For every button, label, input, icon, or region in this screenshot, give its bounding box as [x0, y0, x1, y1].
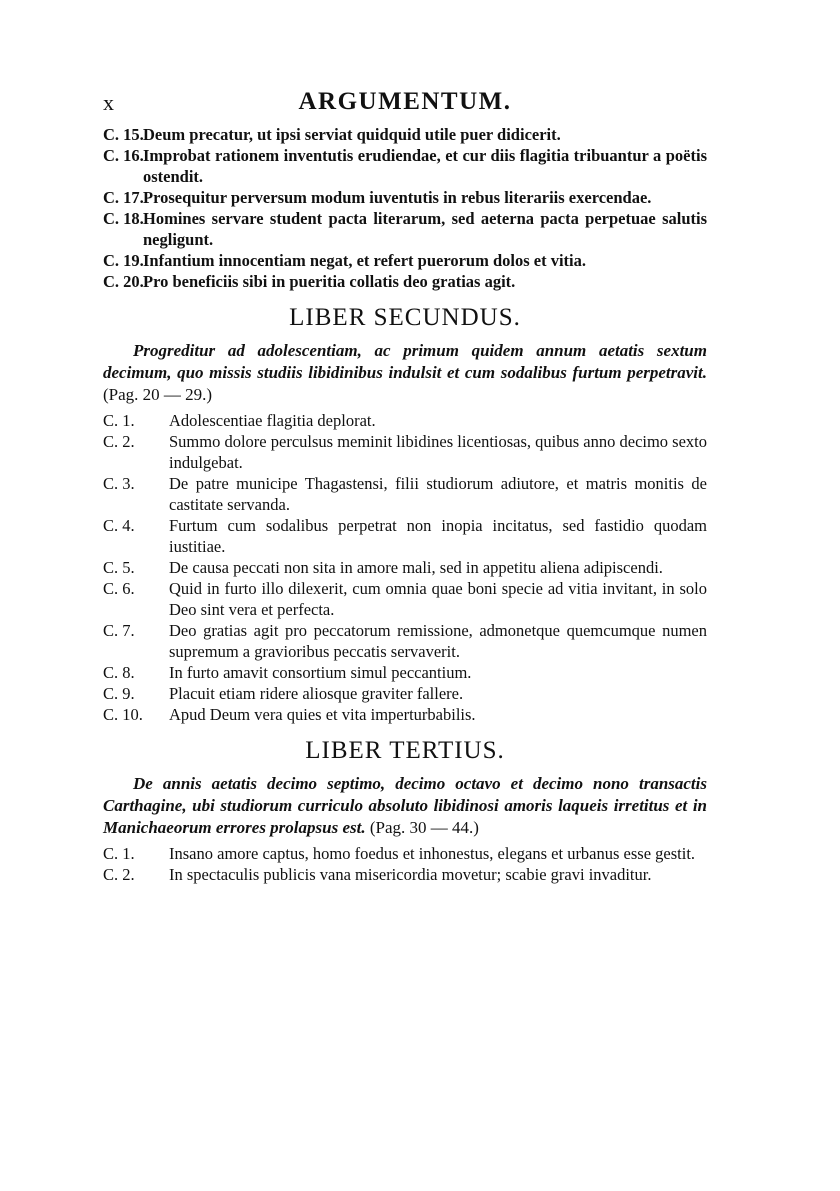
chapter-entry [103, 557, 707, 578]
chapter-entry [103, 145, 707, 187]
book1-entry-list [103, 124, 707, 292]
chapter-summary: Insano amore captus, homo foedus et inhonestus, elegans et urbanus esse gestit. [169, 844, 696, 863]
chapter-summary: In furto amavit consortium simul peccantium. [169, 663, 472, 682]
chapter-number: C. 9. [103, 684, 135, 703]
page-header [103, 88, 707, 124]
chapter-number: C. 1. [103, 844, 135, 863]
chapter-number: C. 10. [103, 705, 143, 724]
chapter-entry [103, 124, 707, 145]
chapter-summary: In spectaculis publicis vana misericordia movetur; scabie gravi invaditur. [169, 865, 652, 884]
book-summary [103, 773, 707, 839]
chapter-number: C. 8. [103, 663, 135, 682]
chapter-number: C. 20. [103, 272, 144, 291]
chapter-entry [103, 410, 707, 431]
chapter-number: C. 19. [103, 251, 144, 270]
chapter-entry [103, 620, 707, 662]
chapter-summary: Apud Deum vera quies et vita imperturbabilis. [169, 705, 476, 724]
page-number: x [103, 90, 114, 115]
chapter-summary: Improbat rationem inventutis erudiendae, et cur diis flagitia tribuantur a poëtis ostendit. [143, 146, 707, 186]
chapter-number: C. 16. [103, 146, 144, 165]
chapter-number: C. 7. [103, 621, 135, 640]
chapter-number: C. 2. [103, 432, 135, 451]
page-range: (Pag. 20 — 29.) [103, 385, 213, 404]
book2-entry-list [103, 410, 707, 725]
book-summary-text: Progreditur ad adolescentiam, ac primum quidem annum aetatis sextum decimum, quo missis studiis libidinibus indulsit et cum sodalibus furtum perpetravit. [103, 341, 707, 382]
page [103, 88, 707, 885]
chapter-number: C. 6. [103, 579, 135, 598]
chapter-summary: Summo dolore perculsus meminit libidines licentiosas, quibus anno decimo sexto indulgebat. [169, 432, 708, 472]
chapter-entry [103, 578, 707, 620]
book-summary [103, 340, 707, 406]
book-title: LIBER TERTIUS. [305, 737, 505, 764]
chapter-entry [103, 843, 707, 864]
book-summary-text: De annis aetatis decimo septimo, decimo octavo et decimo nono transactis Carthagine, ubi studiorum curriculo absoluto libidinosi amoris laqueis irretitus et in Manichaeorum errores prolapsus est. [103, 774, 707, 837]
chapter-summary: Homines servare student pacta literarum, sed aeterna pacta perpetuae salutis negligunt. [143, 209, 707, 249]
running-title: ARGUMENTUM. [298, 88, 512, 115]
chapter-entry [103, 473, 707, 515]
chapter-number: C. 2. [103, 865, 135, 884]
chapter-number: C. 15. [103, 125, 144, 144]
chapter-entry [103, 683, 707, 704]
chapter-summary: Furtum cum sodalibus perpetrat non inopia incitatus, sed fastidio quodam iustitiae. [169, 516, 707, 556]
chapter-summary: Deum precatur, ut ipsi serviat quidquid utile puer didicerit. [143, 125, 561, 144]
chapter-number: C. 17. [103, 188, 144, 207]
chapter-number: C. 18. [103, 209, 144, 228]
chapter-summary: Adolescentiae flagitia deplorat. [169, 411, 376, 430]
chapter-summary: Pro beneficiis sibi in pueritia collatis deo gratias agit. [143, 272, 516, 291]
chapter-summary: Deo gratias agit pro peccatorum remissione, admonetque quemcumque numen supremum a gravioribus peccatis servaverit. [169, 621, 707, 661]
chapter-entry [103, 431, 707, 473]
chapter-summary: De patre municipe Thagastensi, filii studiorum adiutore, et matris monitis de castitate servanda. [169, 474, 707, 514]
page-range: (Pag. 30 — 44.) [369, 818, 479, 837]
book3-entry-list [103, 843, 707, 885]
chapter-summary: Prosequitur perversum modum iuventutis in rebus literariis exercendae. [143, 188, 652, 207]
chapter-number: C. 1. [103, 411, 135, 430]
chapter-summary: Infantium innocentiam negat, et refert puerorum dolos et vitia. [143, 251, 587, 270]
book-title: LIBER SECUNDUS. [289, 304, 521, 331]
chapter-summary: Placuit etiam ridere aliosque graviter fallere. [169, 684, 464, 703]
chapter-number: C. 3. [103, 474, 135, 493]
chapter-entry [103, 662, 707, 683]
chapter-entry [103, 864, 707, 885]
chapter-summary: De causa peccati non sita in amore mali, sed in appetitu aliena adipiscendi. [169, 558, 663, 577]
chapter-entry [103, 704, 707, 725]
chapter-entry [103, 250, 707, 271]
chapter-summary: Quid in furto illo dilexerit, cum omnia quae boni specie ad vitia invitant, in solo Deo sint vera et perfecta. [169, 579, 707, 619]
chapter-number: C. 4. [103, 516, 135, 535]
chapter-entry [103, 271, 707, 292]
chapter-entry [103, 208, 707, 250]
chapter-entry [103, 515, 707, 557]
chapter-number: C. 5. [103, 558, 135, 577]
chapter-entry [103, 187, 707, 208]
